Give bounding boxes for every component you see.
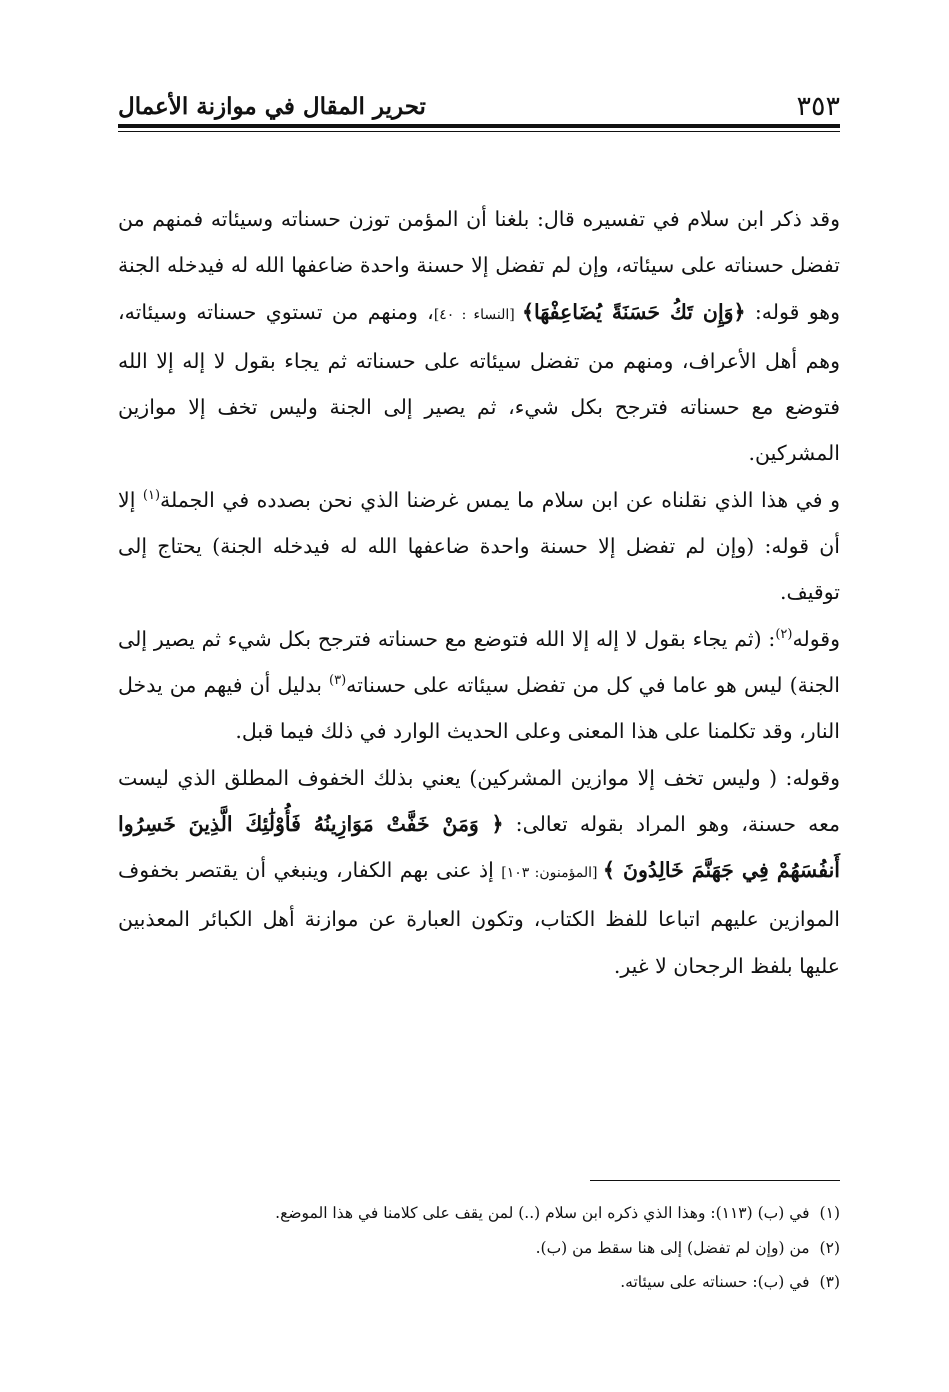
paragraph-1-text-b: ، ومنهم من تستوي حسناته وسيئاته، وهم أهل الأعراف، ومنهم من تفضل سيئاته على حسناته ثم يجاء بقول لا إله إلا الله فتوضع مع حسناته فترجح بكل شيء، ثم يصير إلى الجنة وليس تخف إلا موازين المشركين. — [118, 299, 840, 466]
footnote-1 — [118, 1196, 840, 1231]
footnote-marker-3[interactable]: (٣) — [329, 673, 347, 689]
footnote-2 — [118, 1231, 840, 1266]
paragraph-1 — [118, 196, 840, 477]
footnote-marker-1[interactable]: (١) — [142, 487, 161, 503]
paragraph-3 — [118, 616, 840, 755]
paragraph-2-text-a: و في هذا الذي نقلناه عن ابن سلام ما يمس غرضنا الذي نحن بصدده في الجملة — [160, 487, 840, 512]
paragraph-4-text-a: وقوله: ( وليس تخف إلا موازين المشركين) يعني بذلك الخفوف المطلق الذي ليست معه حسنة، وهو المراد بقوله تعالى: — [118, 765, 840, 836]
footnote-number: (٣) — [819, 1273, 840, 1291]
footnote-marker-2[interactable]: (٢) — [775, 626, 793, 642]
paragraph-3-text-a: وقوله — [792, 626, 840, 651]
footnote-3 — [118, 1265, 840, 1300]
paragraph-3-text-b: : (ثم يجاء بقول لا إله إلا الله فتوضع مع حسناته فترجح بكل شيء ثم يصير إلى الجنة) ليس هو عاما في كل من تفضل سيئاته على حسناته — [118, 626, 840, 697]
footnote-text: في (ب): حسناته على سيئاته. — [620, 1273, 810, 1291]
quran-verse-nisa: ﴿وَإِن تَكُ حَسَنَةً يُضَاعِفْهَا﴾ — [521, 299, 746, 324]
main-text — [118, 196, 840, 989]
quran-verse-muminun: ﴿ وَمَنْ خَفَّتْ مَوَازِينُهُ فَأُوْلَٰئِكَ الَّذِينَ خَسِرُوا أَنفُسَهُمْ فِي جَهَنَّمَ خَالِدُونَ ﴾ — [118, 811, 840, 883]
paragraph-2-text-b: إلا أن قوله: (وإن لم تفضل إلا حسنة واحدة ضاعفها الله له فيدخله الجنة) يحتاج إلى توقيف. — [118, 487, 840, 605]
footnotes — [118, 1196, 840, 1300]
verse-reference-muminun: [المؤمنون: ١٠٣] — [501, 865, 603, 882]
running-title: تحرير المقال في موازنة الأعمال — [118, 93, 426, 120]
page-number: ٣٥٣ — [796, 91, 840, 122]
paragraph-4 — [118, 755, 840, 989]
footnote-text: من (وإن لم تفضل) إلى هنا سقط من (ب). — [535, 1238, 810, 1257]
footnote-separator — [590, 1180, 840, 1181]
paragraph-3-text-c: بدليل أن فيهم من يدخل النار، وقد تكلمنا على هذا المعنى وعلى الحديث الوارد في ذلك فيما قبل. — [118, 672, 840, 744]
page-header — [118, 82, 840, 122]
paragraph-1-text-a: وقد ذكر ابن سلام في تفسيره قال: بلغنا أن المؤمن توزن حسناته وسيئاته فمنهم من تفضل حسناته على سيئاته، وإن لم تفضل إلا حسنة واحدة ضاعفها الله له فيدخله الجنة وهو قوله: — [118, 207, 841, 324]
paragraph-2 — [118, 477, 840, 616]
footnote-number: (١) — [819, 1204, 840, 1222]
footnote-number: (٢) — [819, 1238, 840, 1257]
header-rule-thick — [118, 124, 840, 128]
footnote-text: في (ب) (١١٣): وهذا الذي ذكره ابن سلام (..) لمن يقف على كلامنا في هذا الموضع. — [275, 1204, 810, 1222]
verse-reference-nisa: [النساء : ٤٠] — [433, 306, 522, 323]
paragraph-4-text-b: إذ عنى بهم الكفار، وينبغي أن يقتصر بخفوف الموازين عليهم اتباعا للفظ الكتاب، وتكون العبارة عن موازنة أهل الكبائر المعذبين عليها بلفظ الرجحان لا غير. — [118, 858, 840, 978]
header-rule-thin — [118, 131, 840, 132]
